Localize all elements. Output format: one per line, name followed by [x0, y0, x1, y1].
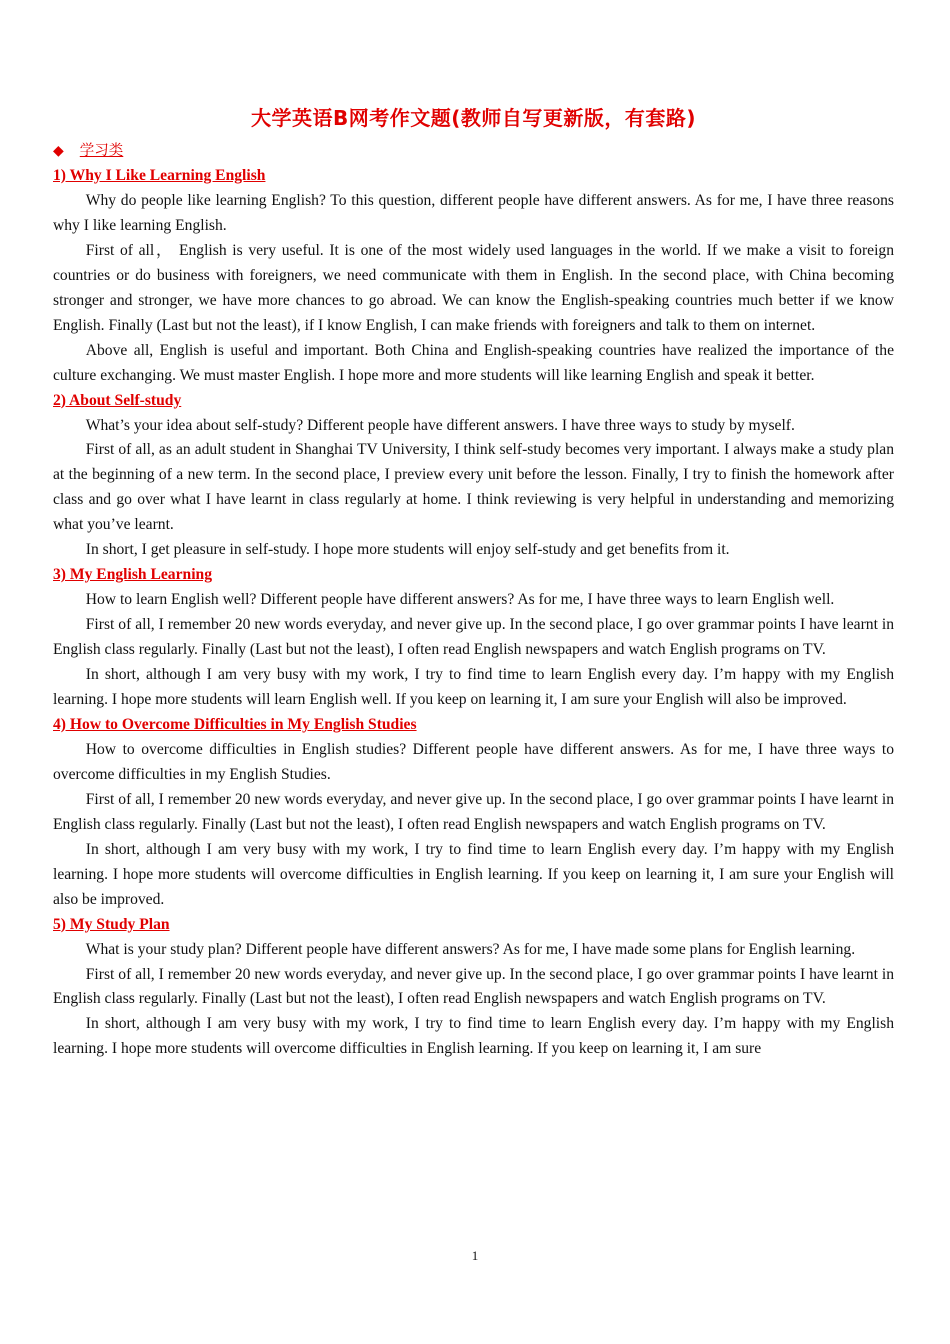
essay-5	[53, 913, 894, 1063]
paragraph: First of all， English is very useful. It is one of the most widely used languages in the world. If we make a visit to foreign countries or do business with foreigners, we need communicate with them in English. In the second place, with China becoming stronger and stronger, we have more chances to go abroad. We can know the English-speaking countries much better if we know English. Finally (Last but not the least), if I know English, I can make friends with foreigners and talk to them on internet.	[53, 241, 894, 334]
paragraph: In short, although I am very busy with my work, I try to find time to learn English every day. I’m happy with my English learning. I hope more students will overcome difficulties in English learning. If you keep on learning it, I am sure	[53, 1015, 894, 1058]
page-number: 1	[471, 1248, 479, 1263]
essay-1	[53, 164, 894, 389]
document-page	[53, 104, 894, 1062]
paragraph: First of all, I remember 20 new words everyday, and never give up. In the second place, I go over grammar points I have learnt in English class regularly. Finally (Last but not the least), I often read English newspapers and watch English programs on TV.	[53, 965, 894, 1008]
paragraph: What is your study plan? Different people have different answers? As for me, I have made some plans for English learning.	[85, 940, 856, 958]
category-header	[53, 138, 894, 164]
essay-heading: 4) How to Overcome Difficulties in My English Studies	[53, 715, 417, 733]
paragraph: What’s your idea about self-study? Different people have different answers. I have three ways to study by myself.	[85, 416, 795, 434]
essay-heading: 2) About Self-study	[53, 391, 182, 409]
paragraph: First of all, I remember 20 new words everyday, and never give up. In the second place, I go over grammar points I have learnt in English class regularly. Finally (Last but not the least), I often read English newspapers and watch English programs on TV.	[53, 790, 894, 833]
essay-4	[53, 713, 894, 913]
essay-2	[53, 389, 894, 564]
document-title: 大学英语B网考作文题(教师自写更新版，有套路)	[250, 106, 697, 130]
paragraph: In short, although I am very busy with my work, I try to find time to learn English every day. I’m happy with my English learning. I hope more students will learn English well. If you keep on learning it, I am sure your English will also be improved.	[53, 666, 894, 709]
diamond-bullet-icon: ◆	[53, 144, 64, 159]
paragraph: Above all, English is useful and important. Both China and English-speaking countries have realized the importance of the culture exchanging. We must master English. I hope more and more students will like learning English and speak it better.	[53, 341, 894, 384]
essay-3	[53, 563, 894, 713]
essay-heading: 3) My English Learning	[53, 566, 212, 584]
category-label: 学习类	[79, 143, 124, 159]
paragraph: How to overcome difficulties in English studies? Different people have different answers. As for me, I have three ways to overcome difficulties in my English Studies.	[53, 740, 894, 783]
essay-heading: 1) Why I Like Learning English	[53, 167, 266, 184]
essay-heading: 5) My Study Plan	[53, 915, 170, 933]
paragraph: Why do people like learning English? To this question, different people have different answers. As for me, I have three reasons why I like learning English.	[53, 191, 894, 234]
paragraph: In short, although I am very busy with my work, I try to find time to learn English every day. I’m happy with my English learning. I hope more students will overcome difficulties in English learning. If you keep on learning it, I am sure your English will also be improved.	[53, 840, 894, 908]
paragraph: How to learn English well? Different people have different answers? As for me, I have three ways to learn English well.	[85, 591, 835, 609]
paragraph: First of all, I remember 20 new words everyday, and never give up. In the second place, I go over grammar points I have learnt in English class regularly. Finally (Last but not the least), I often read English newspapers and watch English programs on TV.	[53, 616, 894, 659]
paragraph: First of all, as an adult student in Shanghai TV University, I think self-study becomes very important. I always make a study plan at the beginning of a new term. In the second place, I preview every unit before the lesson. Finally, I try to finish the homework after class and go over what I have learnt in class regularly at home. I think reviewing is very helpful in understanding and memorizing what you’ve learnt.	[53, 441, 894, 534]
paragraph: In short, I get pleasure in self-study. I hope more students will enjoy self-study and get benefits from it.	[85, 541, 730, 559]
